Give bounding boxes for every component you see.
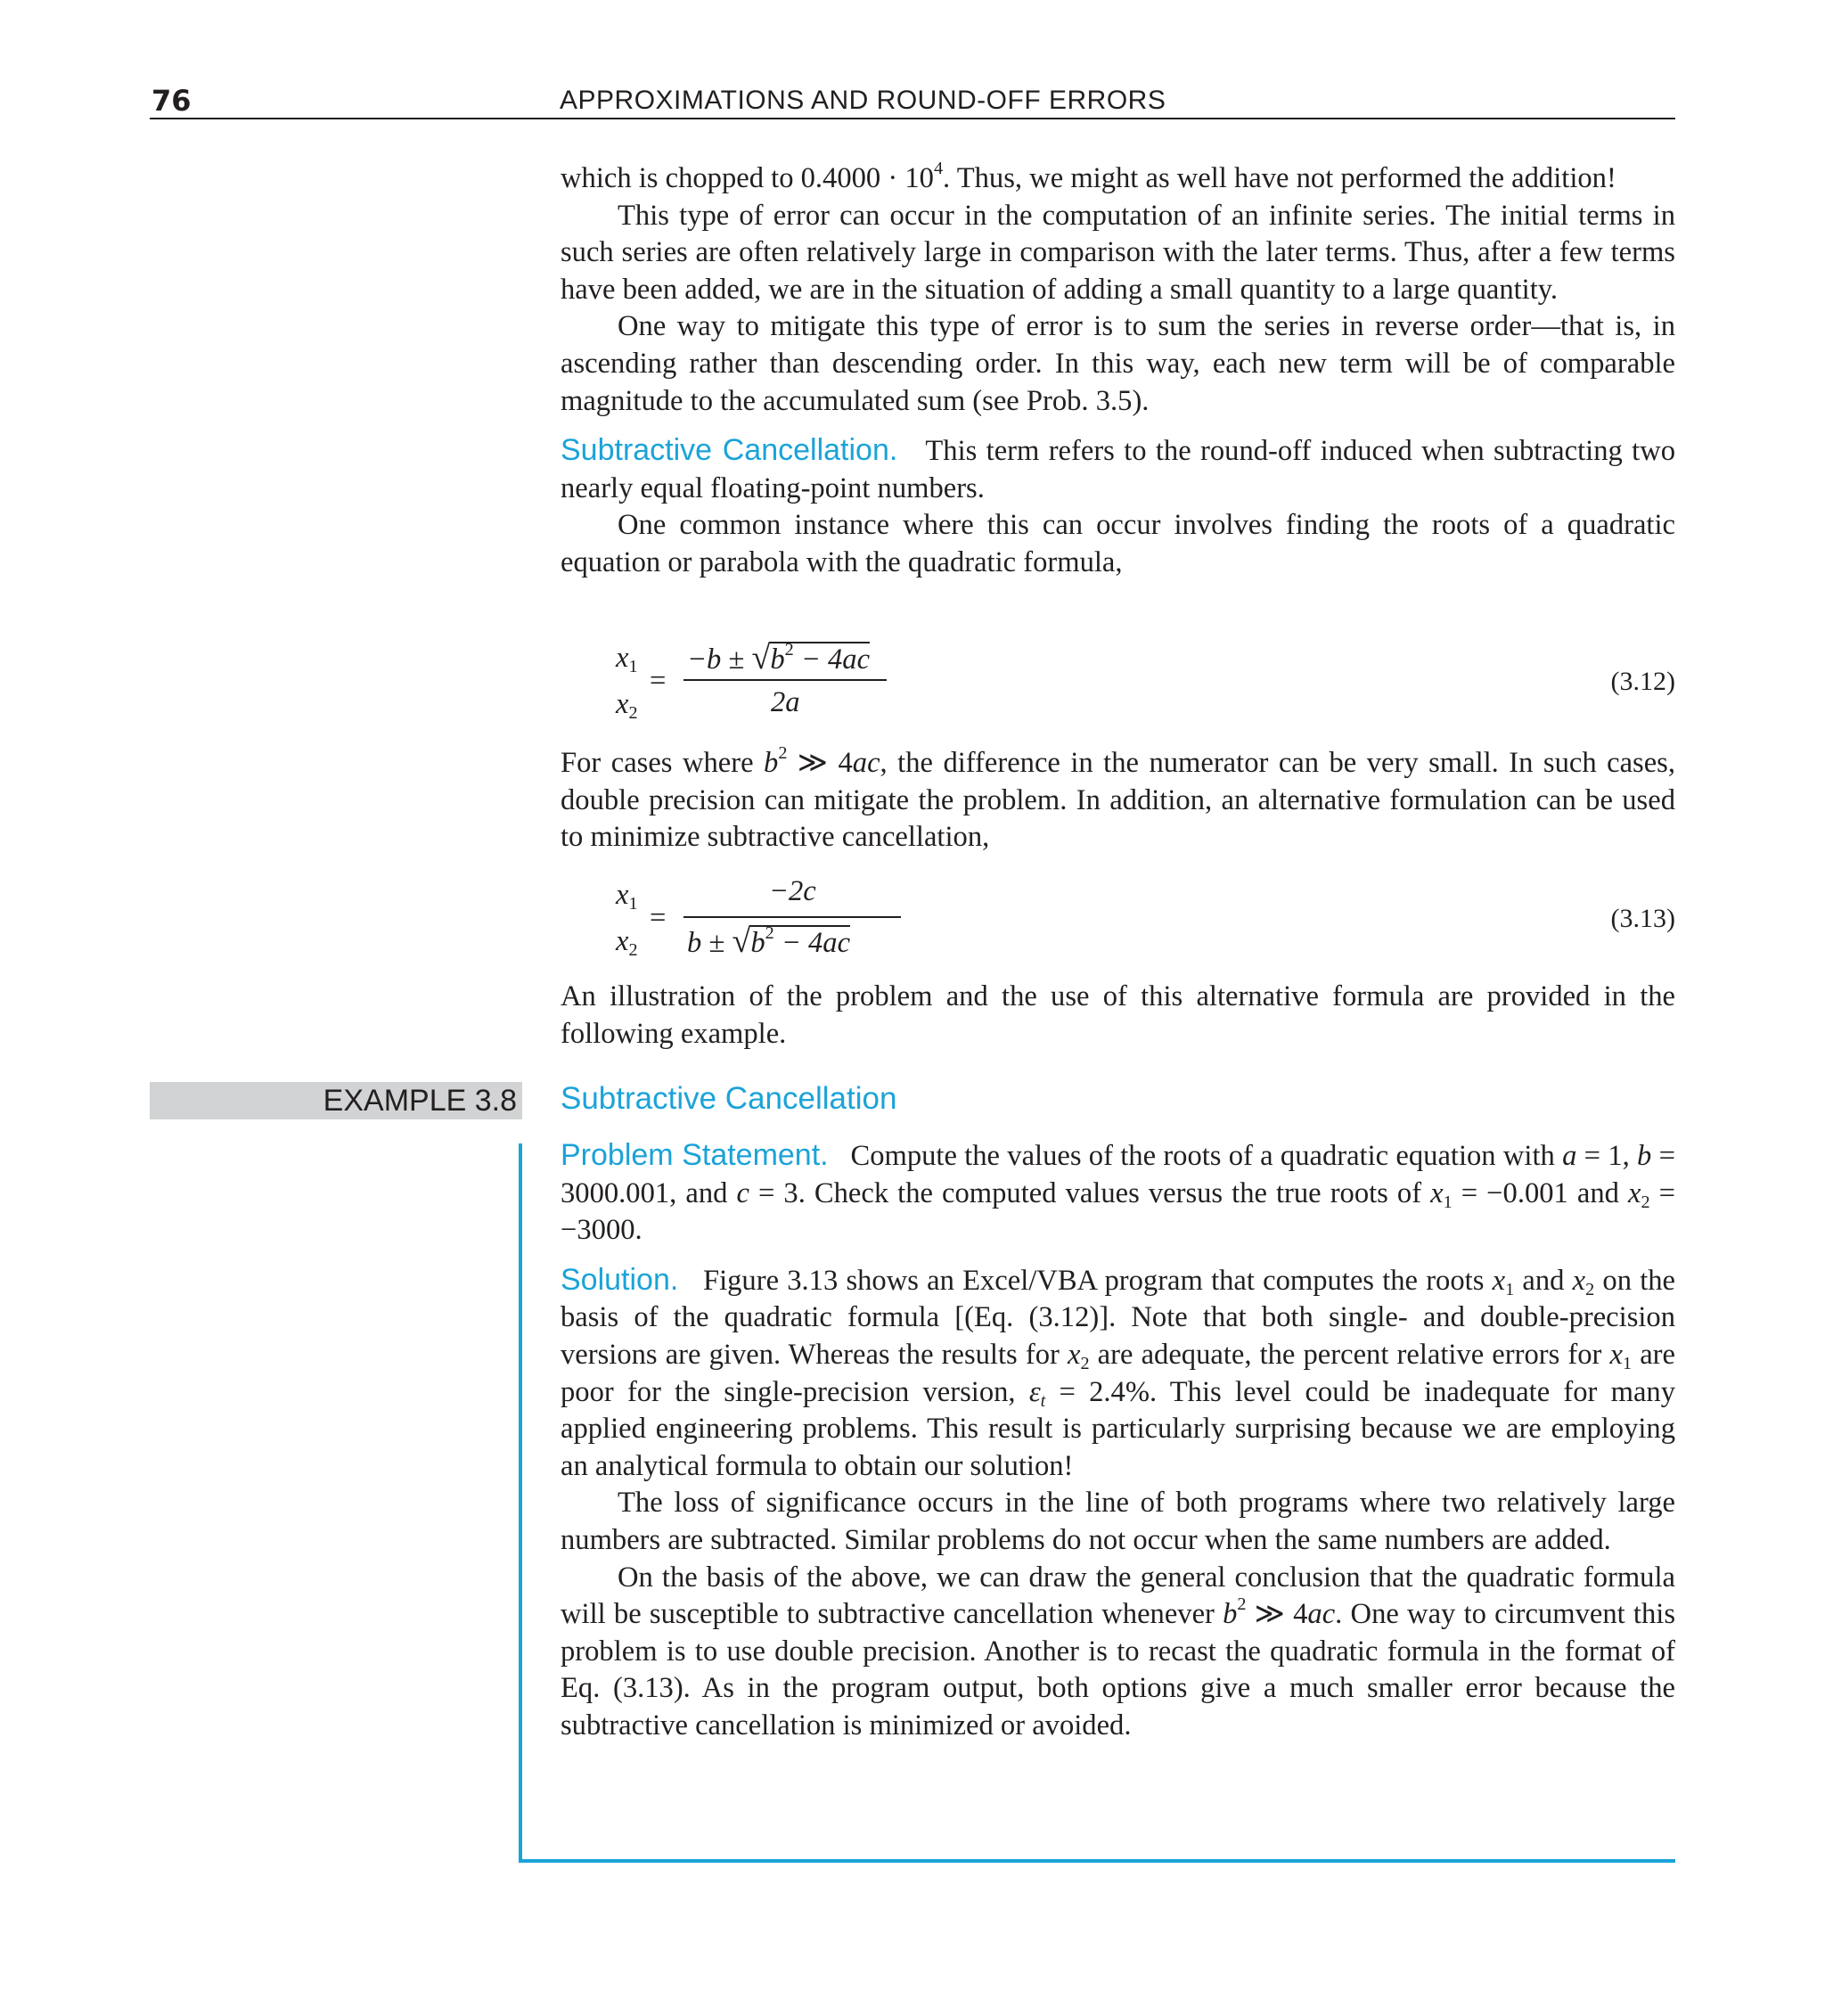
eq313-equals: = [650, 902, 667, 934]
body-text-top [561, 160, 1675, 582]
paragraph-reverse-order: One way to mitigate this type of error is to sum the series in reverse order—that is, in ascending rather than descending order. In this way, each new term will be of comparable magnitude to the accumulated sum (see Prob. 3.5). [561, 310, 1675, 417]
eq313-fraction-bar [683, 916, 901, 918]
paragraph-double-precision: For cases where $b^2$ ≫ 4ac, the difference in the numerator can be very small. In such cases, double precision can mitigate the problem. In addition, an alternative formulation can be used to minimize subtractive cancellation, [561, 742, 1675, 854]
eq313-denominator: $b \pm √b^2 - 4ac$ [687, 922, 851, 960]
example-label-bar [150, 1082, 522, 1119]
paragraph-infinite-series: This type of error can occur in the computation of an infinite series. The initial terms in such series are often relatively large in comparison with the later terms. Thus, after a few terms have been added, we are in the situation of adding a small quantity to a large quantity. [561, 199, 1675, 306]
eq313-number: (3.13) [1610, 904, 1675, 933]
eq313-numerator: −2c [769, 875, 816, 907]
eq312-number: (3.12) [1610, 667, 1675, 696]
example-bottom-rule [519, 1859, 1675, 1863]
paragraph-addition: which is chopped to $0.4000 \cdot 10^4$. Thus, we might as well have not performed the addition! [561, 158, 1616, 194]
example-body [561, 1137, 1675, 1745]
paragraph-subtractive-cancellation: Subtractive Cancellation. This term refers to the round-off induced when subtracting two nearly equal floating-point numbers. [561, 433, 1676, 504]
paragraph-loss-of-significance: The loss of significance occurs in the line of both programs where two relatively large numbers are subtracted. Similar problems do not occur when the same numbers are added. [561, 1487, 1675, 1556]
equation-3-13 [561, 875, 1675, 964]
running-head-title: APPROXIMATIONS AND ROUND-OFF ERRORS [560, 86, 1166, 115]
eq312-fraction-bar [683, 679, 887, 681]
example-title: Subtractive Cancellation [561, 1081, 897, 1116]
eq313-x1: $x_1$ [616, 879, 638, 914]
body-text-middle [561, 742, 1675, 856]
running-header [150, 80, 1675, 119]
paragraph-quadratic-intro: One common instance where this can occur involves finding the roots of a quadratic equation or parabola with the quadratic formula, [561, 509, 1675, 578]
eq312-denominator: 2a [771, 686, 800, 718]
subtractive-cancellation-heading: Subtractive Cancellation. [561, 433, 898, 468]
solution-heading: Solution. [561, 1262, 679, 1297]
page-number: 76 [151, 84, 192, 118]
problem-statement: Problem Statement. Compute the values of the roots of a quadratic equation with a = 1, b = 3000.001, and c = 3. Check the computed values versus the true roots of $x_1 = -0.001$ and $x_2 = -3000$. [561, 1138, 1676, 1247]
eq312-numerator: $-b \pm √b^2 - 4ac$ [687, 639, 871, 676]
example-title-block [561, 1081, 1675, 1117]
solution-paragraph: Solution. Figure 3.13 shows an Excel/VBA program that computes the roots $x_1$ and $x_2$ on the basis of the quadratic formula [(Eq. (3.12)]. Note that both single- and double-precision versions are given. Whereas the results for $x_2$ are adequate, the percent relative errors for $x_1$ are poor for the single-precision version, $\varepsilon_t = 2.4\%$. This level could be inadequate for many applied engineering problems. This result is particularly surprising because we are employing an analytical formula to obtain our solution! [561, 1262, 1676, 1482]
problem-statement-heading: Problem Statement. [561, 1138, 829, 1172]
equation-3-12 [561, 638, 1675, 727]
eq312-equals: = [650, 665, 667, 697]
example-label: EXAMPLE 3.8 [323, 1084, 517, 1118]
body-text-illustration [561, 979, 1675, 1053]
eq313-x2: $x_2$ [616, 925, 638, 961]
eq312-x2: $x_2$ [616, 688, 638, 724]
paragraph-illustration: An illustration of the problem and the use of this alternative formula are provided in the following example. [561, 980, 1675, 1050]
eq312-x1: $x_1$ [616, 642, 638, 677]
paragraph-conclusion: On the basis of the above, we can draw the general conclusion that the quadratic formula will be susceptible to subtractive cancellation whenever $b^2$ ≫ 4ac. One way to circumvent this problem is to use double precision. Another is to recast the quadratic formula in the format of Eq. (3.13). As in the program output, both options give a much smaller error because the subtractive cancellation is minimized or avoided. [561, 1561, 1675, 1741]
example-left-rule [519, 1143, 522, 1863]
